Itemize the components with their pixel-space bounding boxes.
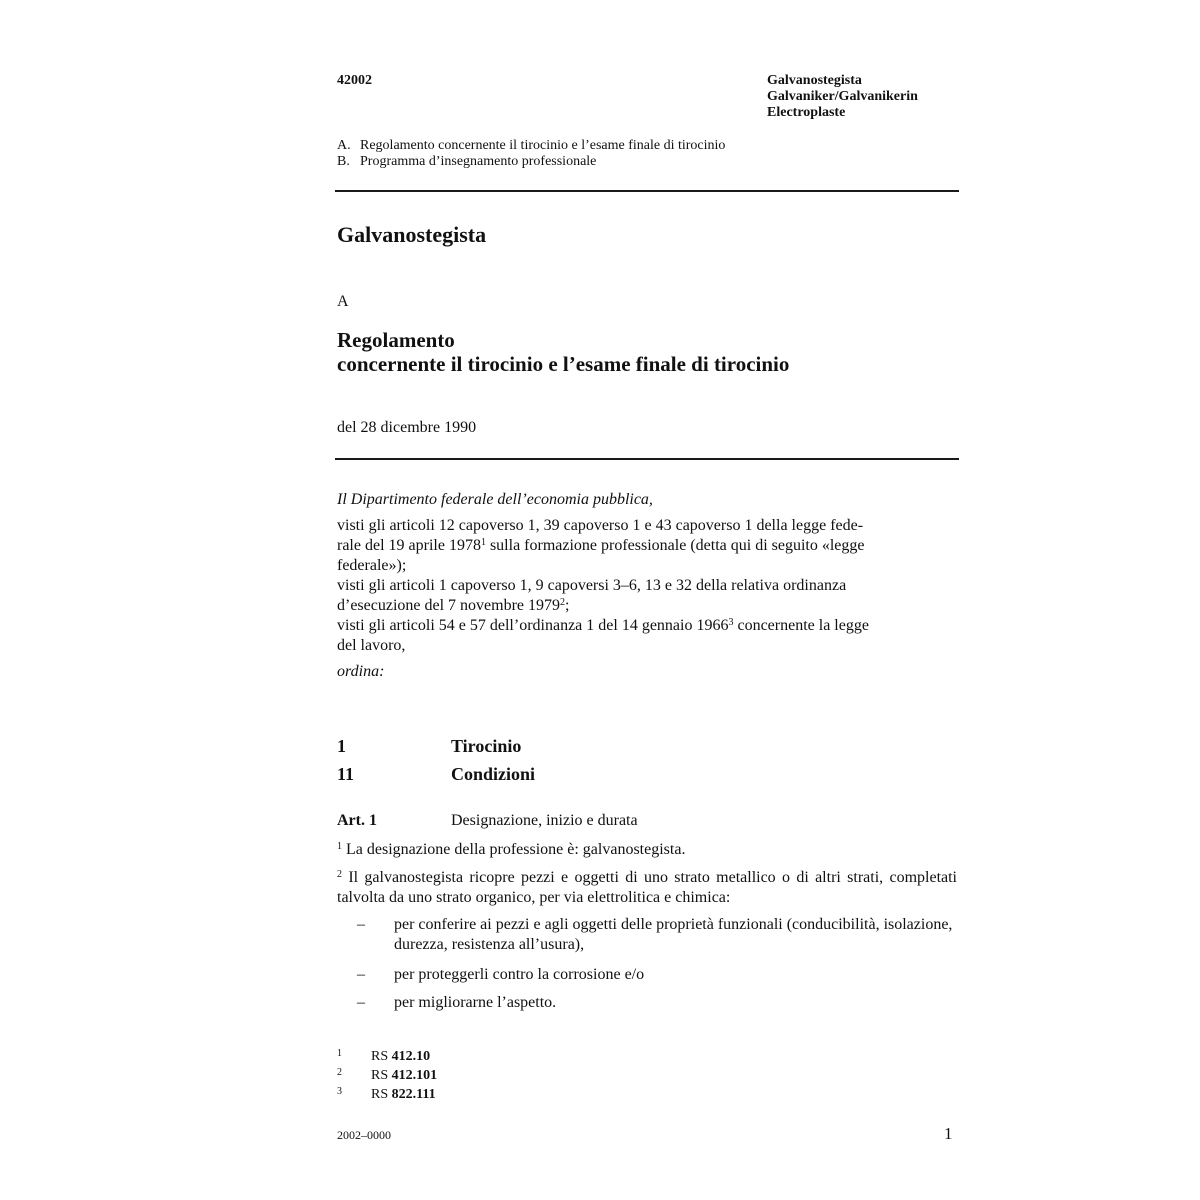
footnote-ref: 412.10: [391, 1049, 431, 1064]
article-title: Designazione, inizio e durata: [451, 812, 638, 829]
section-heading-1: [337, 736, 521, 757]
list-item-text: per proteggerli contro la corrosione e/o: [394, 966, 645, 983]
list-item: [357, 993, 957, 1013]
article-paragraph-1: [337, 840, 957, 860]
preamble-line: [337, 616, 957, 636]
regulation-title: [337, 328, 789, 376]
title-divider: [335, 458, 959, 460]
section-number: 1: [337, 736, 346, 756]
article-heading: [337, 812, 638, 830]
contents-list: [337, 138, 725, 170]
footnote-number: 1: [337, 1048, 342, 1059]
footnote: [337, 1046, 437, 1065]
document-code: 2002–0000: [337, 1128, 391, 1142]
regulation-title-line2: concernente il tirocinio e l’esame finale di tirocinio: [337, 352, 790, 376]
section-title: Condizioni: [451, 764, 536, 784]
contents-item-letter: A.: [337, 138, 351, 153]
paragraph-text: La designazione della professione è: galvanostegista.: [342, 841, 686, 858]
footnote-prefix: RS: [371, 1087, 389, 1102]
footnote-ref: 822.111: [391, 1087, 436, 1102]
preamble-line: [337, 536, 957, 556]
preamble-text: sulla formazione professionale (detta qui di seguito «legge: [485, 537, 865, 554]
article-paragraph-2: [337, 868, 957, 908]
paragraph-text: Il galvanostegista ricopre pezzi e oggetti di uno strato metallico o di altri strati, completati talvolta da uno strato organico, per via elettrolitica e chimica:: [337, 869, 957, 906]
section-letter: A: [337, 293, 349, 310]
paragraph-number: 1: [337, 841, 342, 852]
preamble-text: concernente la legge: [733, 617, 869, 634]
preamble-ordina: ordina:: [337, 663, 385, 680]
dash-bullet: –: [357, 994, 365, 1011]
list-item-text: per conferire ai pezzi e agli oggetti delle proprietà funzionali (conducibilità, isolazione, durezza, resistenza all’usura),: [394, 916, 953, 953]
regulation-date: del 28 dicembre 1990: [337, 419, 477, 436]
preamble-line: visti gli articoli 1 capoverso 1, 9 capoversi 3–6, 13 e 32 della relativa ordinanza: [337, 577, 847, 594]
contents-item-letter: B.: [337, 154, 350, 169]
preamble-text: visti gli articoli 54 e 57 dell’ordinanza 1 del 14 gennaio 1966: [337, 617, 729, 634]
section-title: Tirocinio: [451, 736, 522, 756]
footnote-ref: 3: [728, 617, 734, 628]
preamble-text: ;: [565, 597, 570, 614]
header-title-fr: Electroplaste: [767, 105, 846, 120]
document-number: 42002: [337, 73, 372, 88]
preamble-authority: Il Dipartimento federale dell’economia pubblica,: [337, 491, 653, 508]
top-divider: [335, 190, 959, 192]
preamble-line: del lavoro,: [337, 637, 406, 654]
preamble-line: [337, 596, 957, 616]
footnote: [337, 1065, 437, 1084]
footnote: [337, 1084, 437, 1103]
paragraph-number: 2: [337, 869, 342, 880]
contents-item: [337, 154, 725, 170]
footnote-ref: 412.101: [391, 1068, 438, 1083]
section-number: 11: [337, 764, 355, 784]
list-item: [357, 965, 957, 985]
footnote-number: 3: [337, 1086, 342, 1097]
preamble: [337, 490, 957, 682]
section-heading-11: [337, 764, 535, 785]
header-title-de: Galvaniker/Galvanikerin: [767, 89, 918, 104]
list-item: [357, 915, 957, 955]
regulation-title-line1: Regolamento: [337, 328, 455, 352]
preamble-text: d’esecuzione del 7 novembre 1979: [337, 597, 561, 614]
contents-item-text: Regolamento concernente il tirocinio e l’esame finale di tirocinio: [360, 138, 726, 153]
footnote-ref: 2: [560, 597, 566, 608]
dash-bullet: –: [357, 916, 365, 933]
contents-item: [337, 138, 725, 154]
footnote-prefix: RS: [371, 1068, 389, 1083]
article-number: Art. 1: [337, 812, 377, 829]
preamble-line: visti gli articoli 12 capoverso 1, 39 capoverso 1 e 43 capoverso 1 della legge fede-: [337, 517, 864, 534]
preamble-line: federale»);: [337, 557, 407, 574]
page-title: Galvanostegista: [337, 222, 487, 247]
dash-bullet: –: [357, 966, 365, 983]
page-number: 1: [944, 1124, 953, 1143]
header-titles: [767, 73, 918, 121]
footnote-number: 2: [337, 1067, 342, 1078]
contents-item-text: Programma d’insegnamento professionale: [360, 154, 597, 169]
preamble-text: rale del 19 aprile 1978: [337, 537, 481, 554]
footnote-ref: 1: [480, 537, 486, 548]
list-item-text: per migliorarne l’aspetto.: [394, 994, 557, 1011]
footnotes: [337, 1046, 437, 1103]
header-title-it: Galvanostegista: [767, 73, 862, 88]
footnote-prefix: RS: [371, 1049, 389, 1064]
